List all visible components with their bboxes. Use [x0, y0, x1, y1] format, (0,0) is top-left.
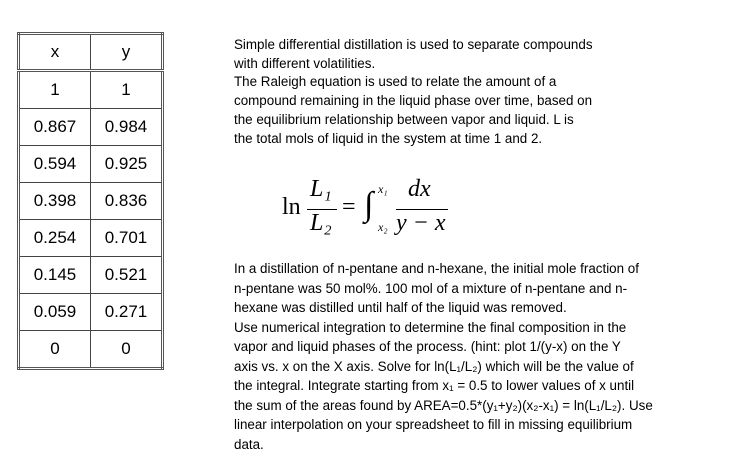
- text-line: In a distillation of n-pentane and n-hexane, the initial mole fraction of: [234, 261, 639, 276]
- table-row: [19, 183, 163, 220]
- cell-x: 0.145: [19, 257, 91, 294]
- header-x: x: [19, 34, 91, 71]
- integrand-denominator: y − x: [396, 210, 446, 236]
- cell-x: 0.594: [19, 146, 91, 183]
- equals-sign: =: [342, 194, 356, 220]
- text-line: the total mols of liquid in the system at time 1 and 2.: [234, 130, 543, 146]
- equilibrium-data-table: [17, 32, 164, 370]
- integrand-numerator: dx: [408, 176, 431, 202]
- table-row: [19, 257, 163, 294]
- text-line: Simple differential distillation is used to separate compounds: [234, 37, 593, 52]
- header-y: y: [91, 34, 163, 71]
- text-line: the equilibrium relationship between vapor and liquid. L is: [234, 111, 574, 127]
- raleigh-equation: [282, 176, 462, 240]
- text-line: compound remaining in the liquid phase over time, based on: [234, 93, 593, 109]
- cell-x: 0.059: [19, 294, 91, 331]
- cell-x: 0.398: [19, 183, 91, 220]
- table-row: [19, 146, 163, 183]
- text-line: hexane was distilled until half of the liquid was removed.: [234, 300, 567, 315]
- table-row: [19, 294, 163, 331]
- text-line: The Raleigh equation is used to relate the amount of a: [234, 74, 557, 90]
- cell-y: 0.701: [91, 220, 163, 257]
- table-row: [19, 331, 163, 369]
- text-line: Use numerical integration to determine the final composition in the: [234, 319, 627, 335]
- text-line: vapor and liquid phases of the process. (hint: plot 1/(y-x) on the Y: [234, 339, 621, 354]
- cell-y: 0.836: [91, 183, 163, 220]
- text-line: data.: [234, 436, 264, 452]
- lower-limit: x₂: [378, 220, 388, 234]
- text-line: the integral. Integrate starting from x₁ = 0.5 to lower values of x until: [234, 378, 635, 393]
- fraction-numerator: L₁: [310, 176, 332, 202]
- upper-limit: x₁: [378, 182, 388, 196]
- fraction-denominator: L₂: [310, 210, 332, 236]
- integral-sign: ∫: [364, 186, 374, 223]
- cell-y: 1: [91, 71, 163, 109]
- cell-y: 0: [91, 331, 163, 369]
- text-line: axis vs. x on the X axis. Solve for ln(L₁/L₂) which will be the value of: [234, 358, 634, 374]
- table-header-row: [19, 34, 163, 71]
- text-line: n-pentane was 50 mol%. 100 mol of a mixture of n-pentane and n-: [234, 280, 628, 296]
- cell-y: 0.521: [91, 257, 163, 294]
- cell-y: 0.271: [91, 294, 163, 331]
- cell-x: 1: [19, 71, 91, 109]
- table-row: [19, 220, 163, 257]
- table-row: [19, 109, 163, 146]
- text-line: the sum of the areas found by AREA=0.5*(y₁+y₂)(x₂-x₁) = ln(L₁/L₂). Use: [234, 397, 653, 413]
- ln-text: ln: [282, 194, 301, 220]
- cell-x: 0: [19, 331, 91, 369]
- intro-paragraph: [234, 36, 593, 148]
- cell-y: 0.925: [91, 146, 163, 183]
- problem-paragraph: [234, 259, 653, 454]
- cell-y: 0.984: [91, 109, 163, 146]
- text-line: with different volatilities.: [234, 55, 376, 71]
- cell-x: 0.867: [19, 109, 91, 146]
- text-line: linear interpolation on your spreadsheet to fill in missing equilibrium: [234, 417, 633, 432]
- cell-x: 0.254: [19, 220, 91, 257]
- table-row: [19, 71, 163, 109]
